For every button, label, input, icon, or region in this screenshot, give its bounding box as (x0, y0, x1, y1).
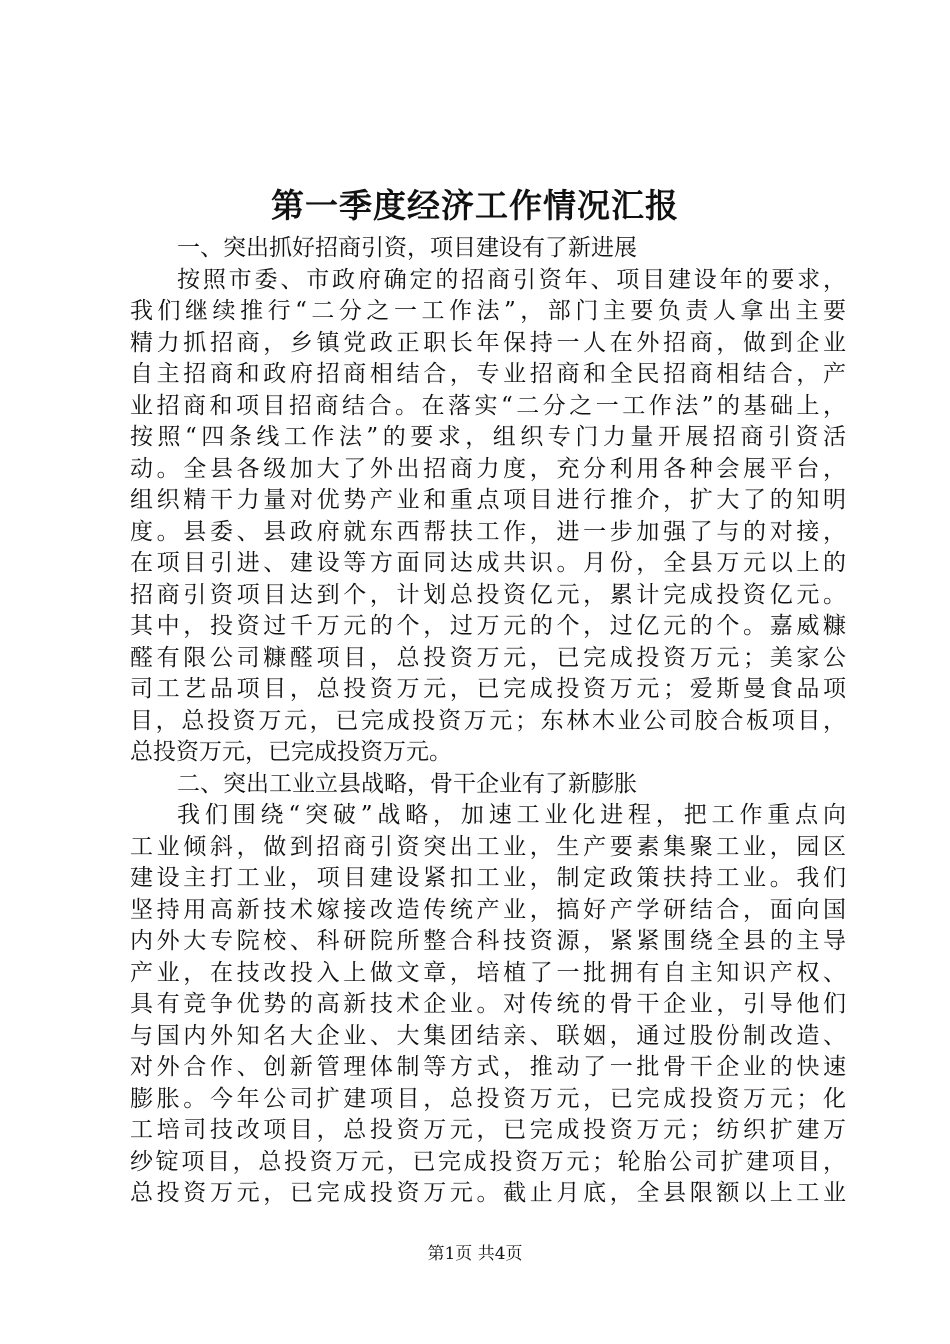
paragraph-line: 工业倾斜，做到招商引资突出工业，生产要素集聚工业，园区 (130, 833, 846, 860)
paragraph-line: 按照市委、市政府确定的招商引资年、项目建设年的要求， (177, 266, 846, 293)
section-heading-2: 二、突出工业立县战略，骨干企业有了新膨胀 (177, 770, 637, 797)
paragraph-line: 司工艺品项目，总投资万元，已完成投资万元；爱斯曼食品项 (130, 676, 846, 702)
paragraph-line: 总投资万元，已完成投资万元。 (130, 739, 452, 765)
paragraph-line: 精力抓招商，乡镇党政正职长年保持一人在外招商，做到企业 (130, 329, 846, 356)
paragraph-line: 组织精干力量对优势产业和重点项目进行推介，扩大了的知明 (130, 487, 846, 513)
paragraph-line: 醛有限公司糠醛项目，总投资万元，已完成投资万元；美家公 (130, 644, 846, 671)
page-number-footer: 第1页 共4页 (427, 1244, 523, 1264)
page-title: 第一季度经济工作情况汇报 (271, 186, 679, 225)
section-heading-1: 一、突出抓好招商引资，项目建设有了新进展 (177, 235, 637, 261)
paragraph-line: 具有竞争优势的高新技术企业。对传统的骨干企业，引导他们 (130, 991, 846, 1017)
paragraph-line: 我们围绕“突破”战略，加速工业化进程，把工作重点向 (177, 802, 846, 828)
paragraph-line: 自主招商和政府招商相结合，专业招商和全民招商相结合，产 (130, 361, 846, 387)
paragraph-line: 业招商和项目招商结合。在落实“二分之一工作法”的基础上， (130, 392, 846, 419)
paragraph-line: 工培司技改项目，总投资万元，已完成投资万元；纺织扩建万 (130, 1117, 846, 1143)
paragraph-line: 建设主打工业，项目建设紧扣工业，制定政策扶持工业。我们 (130, 865, 846, 891)
paragraph-line: 对外合作、创新管理体制等方式，推动了一批骨干企业的快速 (130, 1054, 846, 1080)
paragraph-line: 产业，在技改投入上做文章，培植了一批拥有自主知识产权、 (130, 959, 846, 986)
paragraph-line: 总投资万元，已完成投资万元。截止月底，全县限额以上工业 (130, 1180, 846, 1206)
paragraph-line: 在项目引进、建设等方面同达成共识。月份，全县万元以上的 (130, 550, 846, 576)
paragraph-line: 招商引资项目达到个，计划总投资亿元，累计完成投资亿元。 (130, 581, 846, 608)
paragraph-line: 其中，投资过千万元的个，过万元的个，过亿元的个。嘉威糠 (130, 613, 846, 639)
paragraph-line: 我们继续推行“二分之一工作法”，部门主要负责人拿出主要 (130, 298, 846, 324)
paragraph-line: 纱锭项目，总投资万元，已完成投资万元；轮胎公司扩建项目， (130, 1148, 846, 1175)
paragraph-line: 与国内外知名大企业、大集团结亲、联姻，通过股份制改造、 (130, 1022, 846, 1049)
paragraph-line: 坚持用高新技术嫁接改造传统产业，搞好产学研结合，面向国 (130, 896, 846, 923)
document-body (130, 233, 846, 1210)
paragraph-line: 度。县委、县政府就东西帮扶工作，进一步加强了与的对接， (130, 518, 846, 545)
paragraph-line: 按照“四条线工作法”的要求，组织专门力量开展招商引资活 (130, 424, 846, 450)
paragraph-line: 膨胀。今年公司扩建项目，总投资万元，已完成投资万元；化 (130, 1085, 846, 1112)
paragraph-line: 动。全县各级加大了外出招商力度，充分利用各种会展平台， (130, 455, 846, 482)
paragraph-line: 目，总投资万元，已完成投资万元；东林木业公司胶合板项目， (130, 707, 846, 734)
paragraph-line: 内外大专院校、科研院所整合科技资源，紧紧围绕全县的主导 (130, 928, 846, 954)
